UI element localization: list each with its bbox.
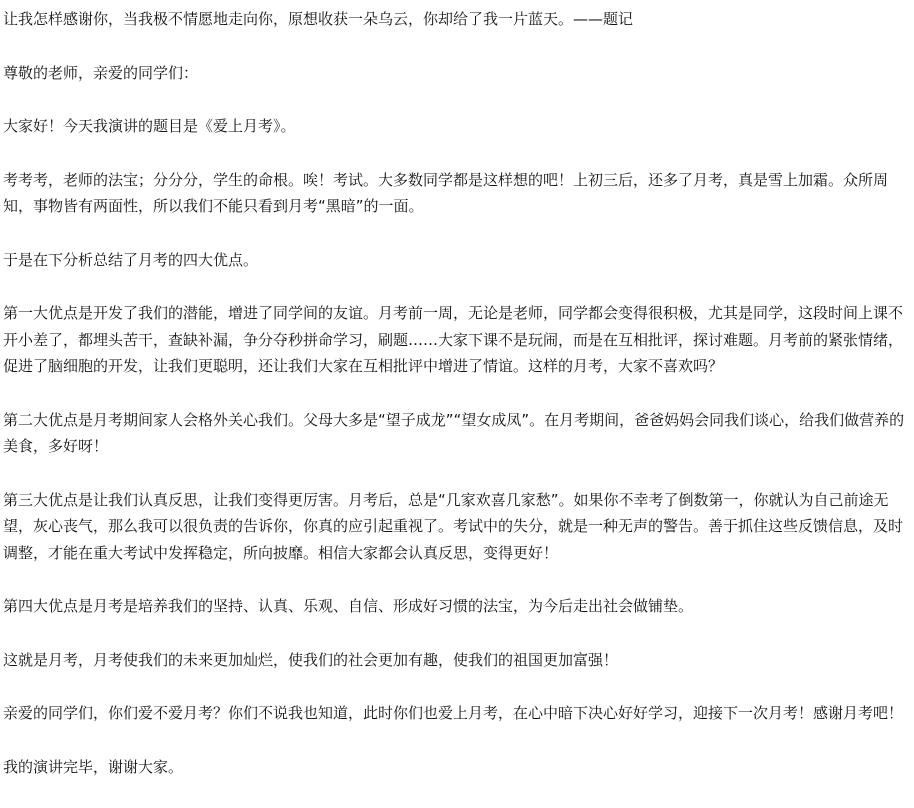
paragraph-advantage-3: 第三大优点是让我们认真反思，让我们变得更厉害。月考后，总是“几家欢喜几家愁”。如果你不幸考了倒数第一，你就认为自己前途无望，灰心丧气，那么我可以很负责的告诉你，你真的应引起重视了。考试中的失分，就是一种无声的警告。善于抓住这些反馈信息，及时调整，才能在重大考试中发挥稳定，所向披靡。相信大家都会认真反思，变得更好！	[3, 490, 904, 562]
paragraph-advantage-4: 第四大优点是月考是培养我们的坚持、认真、乐观、自信、形成好习惯的法宝，为今后走出社会做铺垫。	[3, 597, 694, 615]
paragraph-advantage-1: 第一大优点是开发了我们的潜能，增进了同学间的友谊。月考前一周，无论是老师，同学都会变得很积极，尤其是同学，这段时间上课不开小差了，都埋头苦干，查缺补漏，争分夺秒拼命学习，刷题……大家下课不是玩闹，而是在互相批评，探讨难题。月考前的紧张情绪，促进了脑细胞的开发，让我们更聪明，还让我们大家在互相批评中增进了情谊。这样的月考，大家不喜欢吗？	[3, 304, 904, 375]
paragraph-advantage-2: 第二大优点是月考期间家人会格外关心我们。父母大多是“望子成龙”“望女成凤”。在月考期间，爸爸妈妈会同我们谈心，给我们做营养的美食，多好呀！	[3, 410, 905, 455]
paragraph-greeting: 大家好！今天我演讲的题目是《爱上月考》。	[3, 117, 296, 135]
paragraph-closing: 我的演讲完毕，谢谢大家。	[3, 757, 184, 776]
paragraph-summary: 于是在下分析总结了月考的四大优点。	[3, 250, 259, 269]
paragraph-epigraph: 让我怎样感谢你，当我极不情愿地走向你，原想收获一朵乌云，你却给了我一片蓝天。——题记	[3, 10, 634, 28]
paragraph-appeal: 亲爱的同学们，你们爱不爱月考？你们不说我也知道，此时你们也爱上月考，在心中暗下决心好好学习，迎接下一次月考！感谢月考吧！	[3, 704, 904, 722]
paragraph-intro: 考考考，老师的法宝；分分分，学生的命根。唉！考试。大多数同学都是这样想的吧！上初三后，还多了月考，真是雪上加霜。众所周知，事物皆有两面性，所以我们不能只看到月考“黑暗”的一面。	[3, 170, 889, 215]
document-body	[3, 6, 913, 780]
paragraph-salutation: 尊敬的老师，亲爱的同学们：	[3, 63, 199, 82]
paragraph-conclusion: 这就是月考，月考使我们的未来更加灿烂，使我们的社会更加有趣，使我们的祖国更加富强！	[3, 650, 619, 669]
